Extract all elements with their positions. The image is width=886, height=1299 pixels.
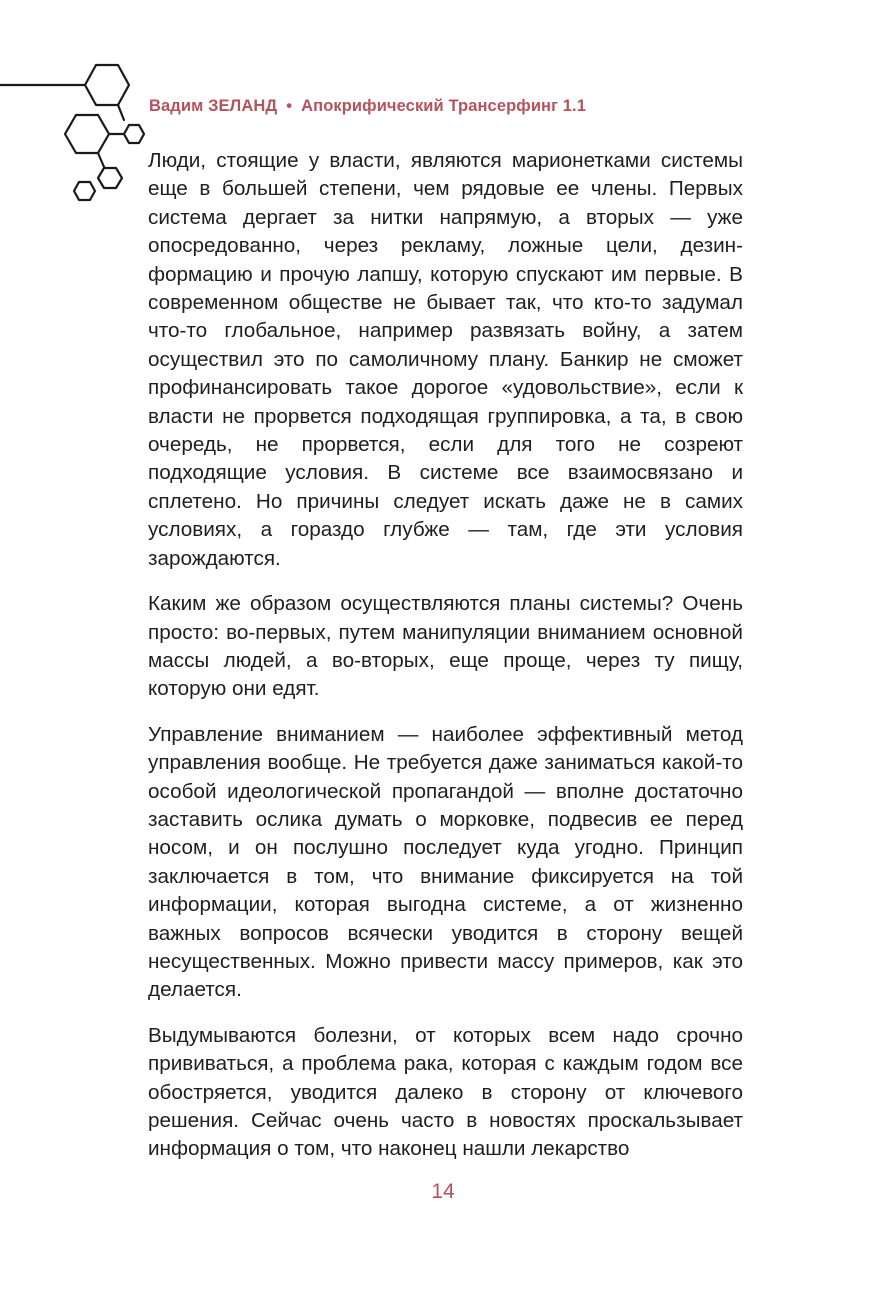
header-book-title: Апокрифический Трансерфинг 1.1 xyxy=(301,97,587,115)
hexagon-large-top xyxy=(85,65,129,105)
header-author: Вадим ЗЕЛАНД xyxy=(149,97,278,115)
page-number: 14 xyxy=(431,1180,455,1203)
paragraph-2: Каким же образом осуществляются планы системы? Очень просто: во-первых, путем манипуляции вниманием основной массы людей, а во-вторых, еще проще, через ту пищу, которую они едят. xyxy=(148,592,743,701)
hexagon-small-right xyxy=(124,125,144,143)
hexagon-large-middle xyxy=(65,115,109,153)
hexagon-link-lower xyxy=(98,153,104,167)
paragraph-3: Управление вниманием — наиболее эффективный метод управления вообще. Не требуется даже заниматься какой-то особой идеологической пропагандой — вполне достаточно заставить ослика думать о морковке, подвесив ее перед носом, и он послушно последует куда угодно. Принцип заключается в том, что внимание фиксируется на той информации, которая выгодна системе, а от жизненно важных вопросов всячески уводится в сторону вещей несущественных. Можно привести массу примеров, как это делается. xyxy=(148,722,743,1002)
paragraph-1: Люди, стоящие у власти, являются марионетками системы еще в большей степени, чем рядовые ее члены. Первых система дергает за нитки напрямую, а вторых — уже опосредованно, через рекламу, ложные цели, дезинформацию и прочую лапшу, которую спускают им первые. В современном обществе не бывает так, что кто-то задумал что-то глобальное, например развязать войну, а затем осуществил это по самоличному плану. Банкир не сможет профинансировать такое дорогое «удовольствие», если к власти не прорвется подходящая группировка, а та, в свою очередь, не прорвется, если для того не созреют подходящие условия. В системе все взаимосвязано и сплетено. Но причины следует искать даже не в самих условиях, а гораздо глубже — там, где эти условия зарождаются. xyxy=(148,149,743,570)
running-header xyxy=(149,97,586,116)
body-text xyxy=(148,147,743,1181)
paragraph-4: Выдумываются болезни, от которых всем надо срочно прививаться, а проблема рака, которая с каждым годом все обостряется, уводится далеко в сторону от ключевого решения. Сейчас очень часто в новостях проскальзывает информация о том, что наконец нашли лекарство xyxy=(148,1023,743,1161)
header-separator: • xyxy=(286,97,293,115)
hexagon-small-lower-right xyxy=(98,168,122,188)
hexagon-link-top xyxy=(118,105,124,120)
hexagon-small-lower-left xyxy=(74,182,95,200)
hexagon-decoration xyxy=(0,0,160,215)
